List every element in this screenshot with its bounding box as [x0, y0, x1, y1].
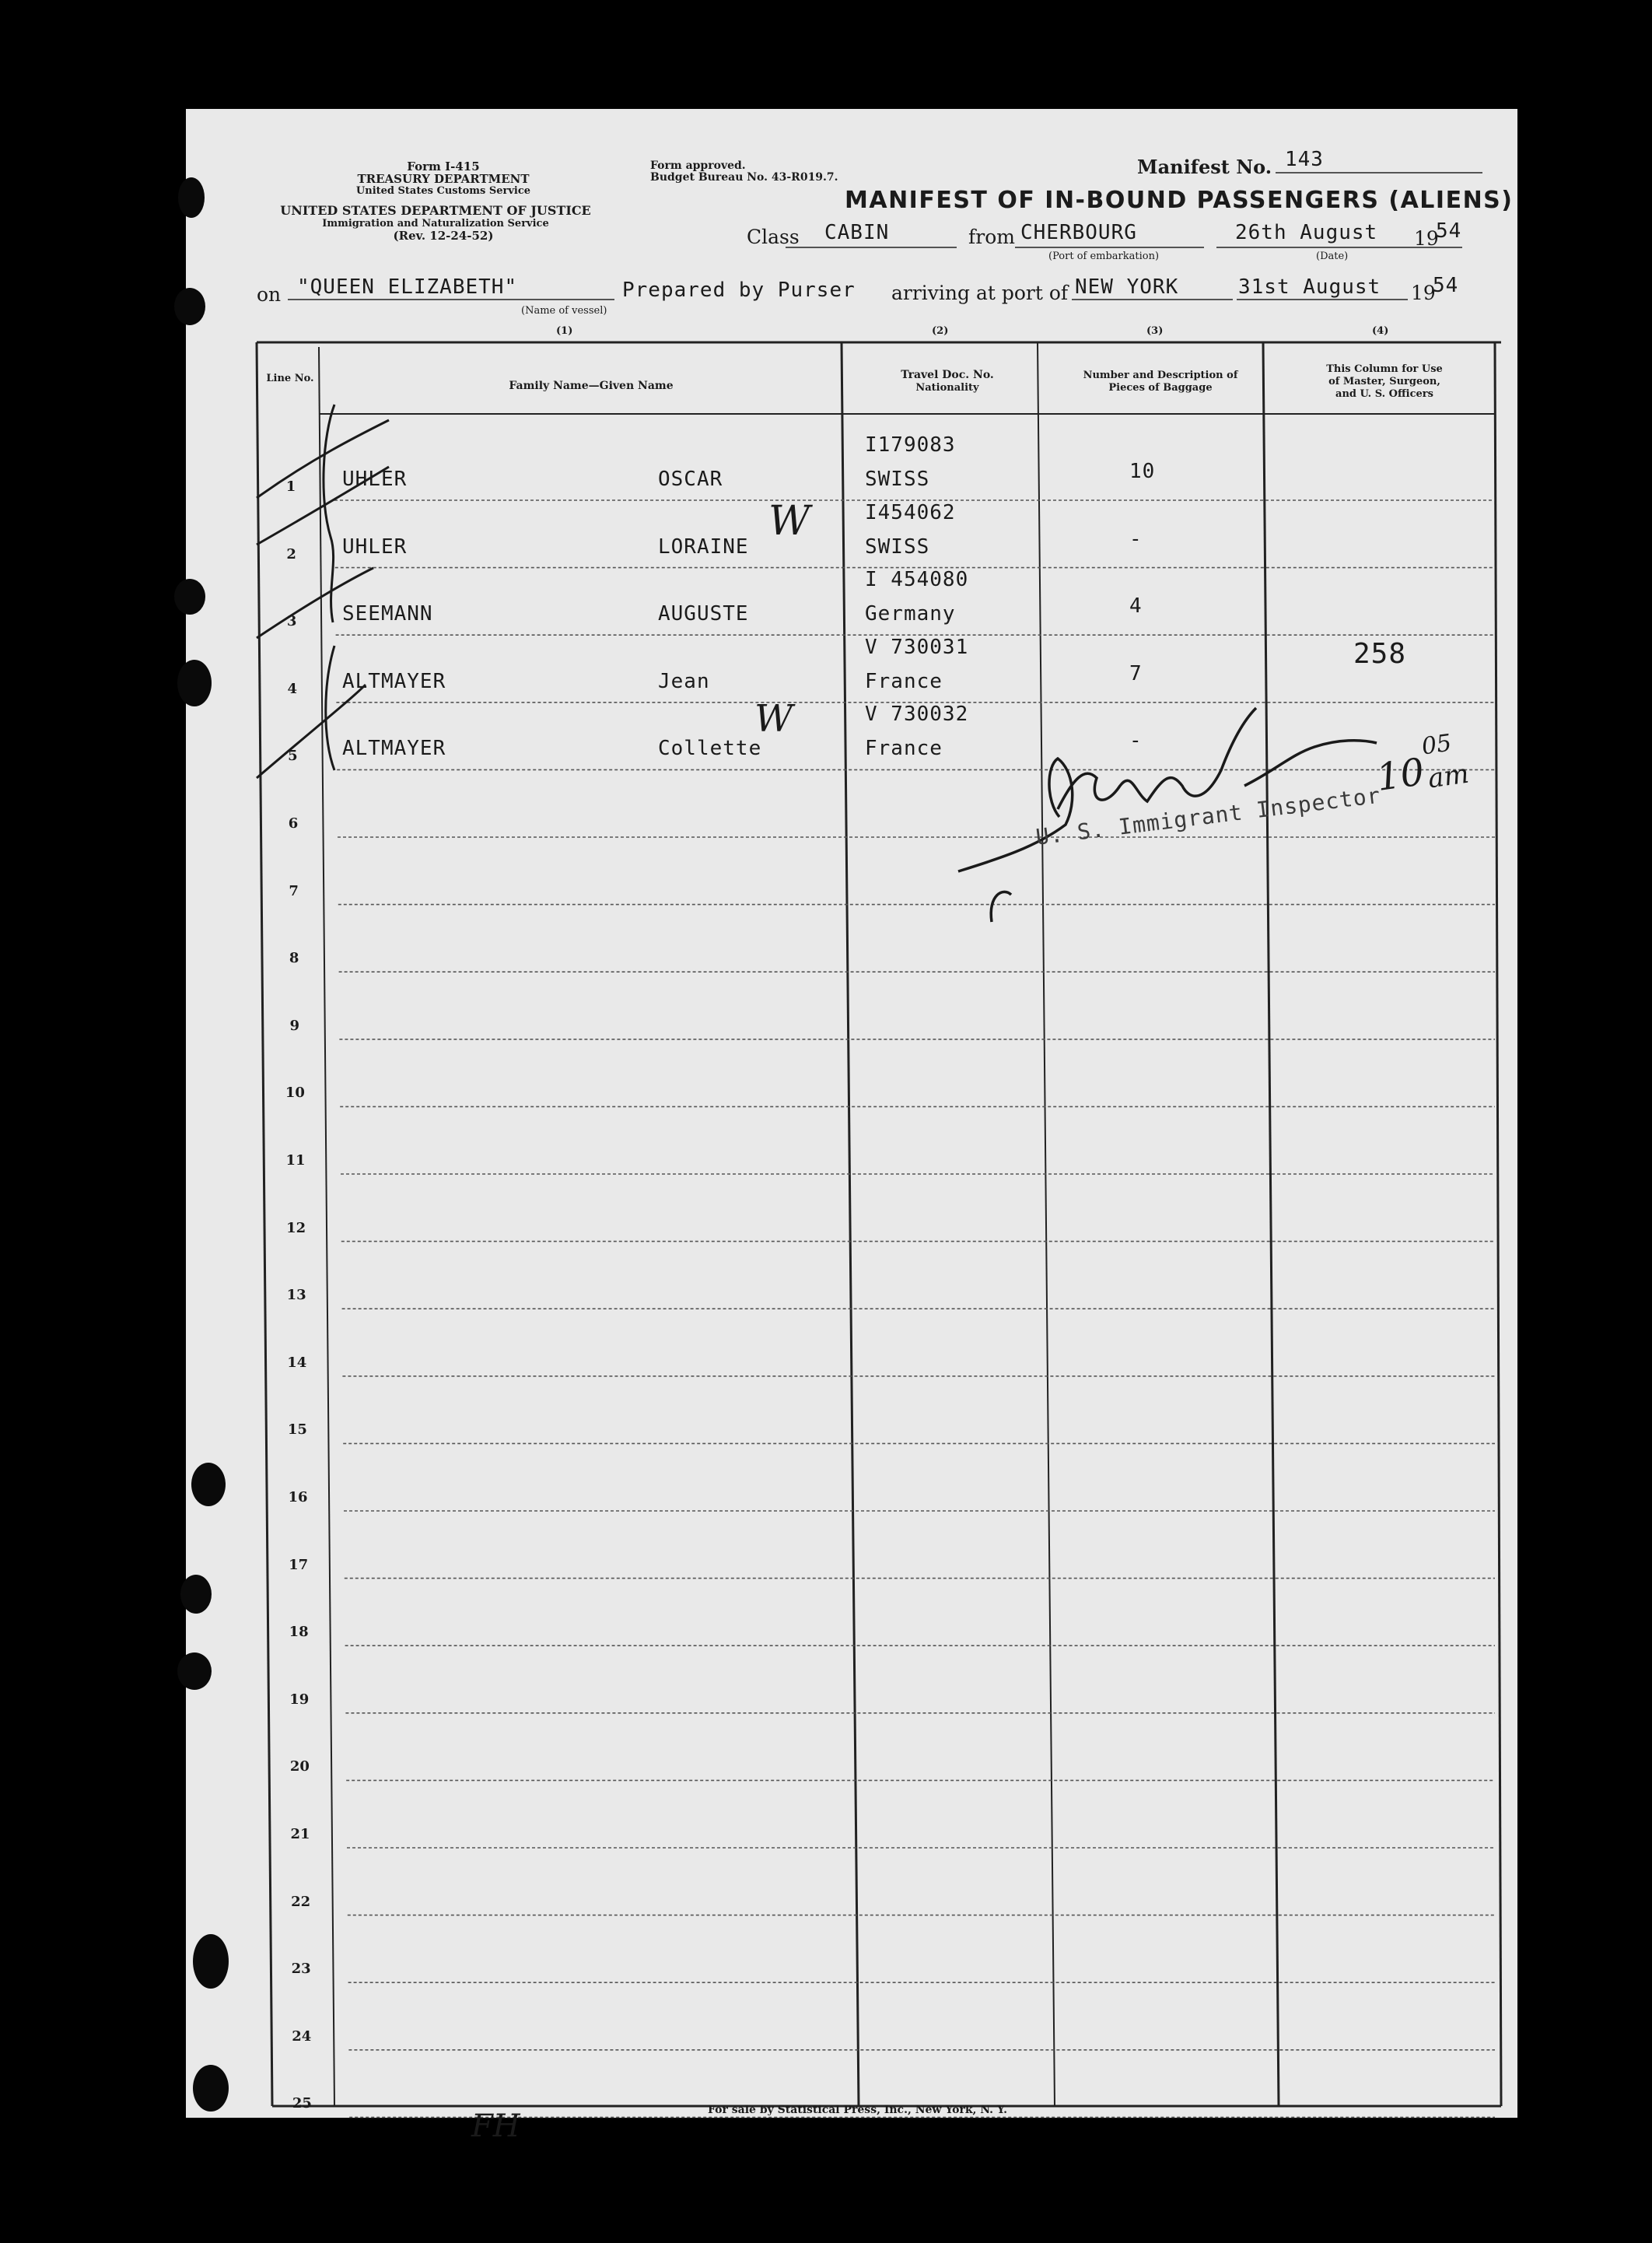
manifest-no-value: 143	[1285, 148, 1324, 171]
handwritten-mark: W	[754, 697, 793, 741]
nationality: France	[865, 669, 943, 693]
column-number-2: (2)	[932, 325, 949, 337]
dept-immigration: Immigration and Naturalization Service	[322, 218, 549, 230]
time-minutes: 05	[1419, 729, 1454, 761]
row-line-number: 1	[285, 478, 296, 495]
passenger-family-name: ALTMAYER	[342, 737, 446, 761]
passenger-family-name: UHLER	[342, 468, 408, 491]
row-line-number: 15	[287, 1421, 307, 1439]
manifest-title: MANIFEST OF IN-BOUND PASSENGERS (ALIENS)	[845, 187, 1514, 214]
passenger-given-name: AUGUSTE	[658, 602, 749, 626]
budget-bureau: Budget Bureau No. 43-R019.7.	[650, 171, 838, 184]
header-line-no: Line No.	[266, 373, 314, 384]
passenger-given-name: LORAINE	[658, 534, 749, 559]
arrival-port: NEW YORK	[1075, 275, 1179, 299]
handwritten-mark: W	[768, 498, 810, 545]
row-line-number: 4	[287, 680, 298, 697]
nationality: Germany	[865, 602, 956, 626]
row-line-number: 10	[285, 1085, 305, 1102]
row-line-number: 5	[288, 748, 298, 765]
travel-doc-number: V 730031	[865, 635, 969, 659]
row-line-number: 21	[290, 1826, 310, 1842]
row-line-number: 25	[292, 2095, 312, 2112]
row-line-number: 11	[285, 1152, 306, 1169]
baggage-count: -	[1129, 527, 1143, 551]
inspector-stamp: U. S. Immigrant Inspector	[1034, 782, 1383, 850]
row-line-number: 12	[286, 1219, 306, 1236]
departure-year: 54	[1436, 219, 1462, 243]
from-label: from	[968, 226, 1015, 248]
column-number-1: (1)	[556, 325, 573, 337]
nationality: SWISS	[865, 534, 930, 559]
time-handwritten: 10	[1374, 750, 1427, 800]
passenger-given-name: Jean	[658, 669, 710, 693]
row-line-number: 9	[289, 1017, 300, 1034]
form-revision: (Rev. 12-24-52)	[393, 229, 494, 243]
bottom-initials: FH	[471, 2108, 520, 2144]
arriving-label: arriving at port of	[891, 282, 1069, 304]
travel-doc-number: I 454080	[865, 568, 969, 592]
row-line-number: 7	[289, 882, 299, 899]
class-value: CABIN	[824, 221, 890, 244]
row-line-number: 16	[288, 1489, 308, 1505]
header-travel-doc: Travel Doc. No.	[901, 369, 994, 381]
row-line-number: 8	[289, 950, 299, 967]
dept-customs: United States Customs Service	[355, 185, 531, 197]
row-line-number: 24	[292, 2027, 312, 2045]
arrival-date: 31st August	[1238, 275, 1381, 299]
form-approved: Form approved.	[650, 159, 746, 172]
row-line-number: 20	[289, 1758, 310, 1775]
column-number-3: (3)	[1146, 325, 1164, 337]
prepared-by: Prepared by Purser	[622, 279, 856, 302]
on-label: on	[257, 283, 282, 306]
passenger-family-name: SEEMANN	[342, 602, 433, 626]
baggage-count: 4	[1129, 594, 1143, 619]
nationality: France	[865, 737, 943, 761]
passenger-given-name: OSCAR	[658, 468, 723, 491]
dept-justice: UNITED STATES DEPARTMENT OF JUSTICE	[280, 203, 591, 218]
vessel-caption: (Name of vessel)	[521, 305, 607, 317]
travel-doc-number: I179083	[865, 433, 956, 457]
row-line-number: 14	[287, 1354, 307, 1371]
header-officers: This Column for Use	[1326, 363, 1443, 375]
row-line-number: 3	[286, 613, 297, 630]
arrival-year: 54	[1433, 274, 1459, 297]
time-suffix: am	[1426, 758, 1472, 795]
passenger-family-name: UHLER	[342, 534, 408, 559]
header-officers-3: and U. S. Officers	[1335, 388, 1433, 400]
header-baggage: Number and Description of	[1083, 370, 1238, 381]
row-line-number: 6	[288, 815, 299, 832]
row-line-number: 17	[289, 1556, 309, 1573]
row-line-number: 19	[289, 1691, 310, 1708]
departure-year-prefix: 19	[1414, 227, 1439, 250]
form-number: Form I-415	[407, 159, 480, 173]
manifest-no-label: Manifest No.	[1137, 156, 1272, 178]
header-officers-2: of Master, Surgeon,	[1328, 376, 1440, 387]
port-embarkation-caption: (Port of embarkation)	[1048, 251, 1160, 262]
row-line-number: 18	[289, 1624, 309, 1641]
header-baggage-2: Pieces of Baggage	[1108, 382, 1213, 394]
nationality: SWISS	[865, 468, 930, 491]
port-embarkation: CHERBOURG	[1020, 221, 1137, 244]
header-name: Family Name—Given Name	[509, 380, 674, 392]
passenger-given-name: Collette	[658, 737, 762, 761]
baggage-count: -	[1129, 729, 1143, 753]
row-line-number: 22	[291, 1893, 311, 1910]
baggage-count: 7	[1129, 661, 1143, 685]
travel-doc-number: I454062	[865, 500, 956, 524]
arrival-year-prefix: 19	[1411, 282, 1436, 304]
row-line-number: 2	[286, 545, 296, 563]
departure-date: 26th August	[1235, 221, 1378, 244]
officer-number: 258	[1353, 638, 1407, 670]
class-label: Class	[747, 226, 800, 248]
vessel-name: "QUEEN ELIZABETH"	[297, 275, 518, 299]
travel-doc-number: V 730032	[865, 703, 969, 727]
row-line-number: 13	[286, 1287, 306, 1304]
row-line-number: 23	[291, 1961, 311, 1978]
date-caption: (Date)	[1316, 251, 1349, 262]
column-number-4: (4)	[1372, 325, 1389, 337]
baggage-count: 10	[1129, 460, 1156, 483]
dept-treasury: TREASURY DEPARTMENT	[357, 172, 530, 186]
passenger-family-name: ALTMAYER	[342, 669, 446, 693]
printer-footer: For sale by Statistical Press, Inc., New York, N. Y.	[708, 2104, 1007, 2116]
header-nationality: Nationality	[915, 382, 979, 394]
